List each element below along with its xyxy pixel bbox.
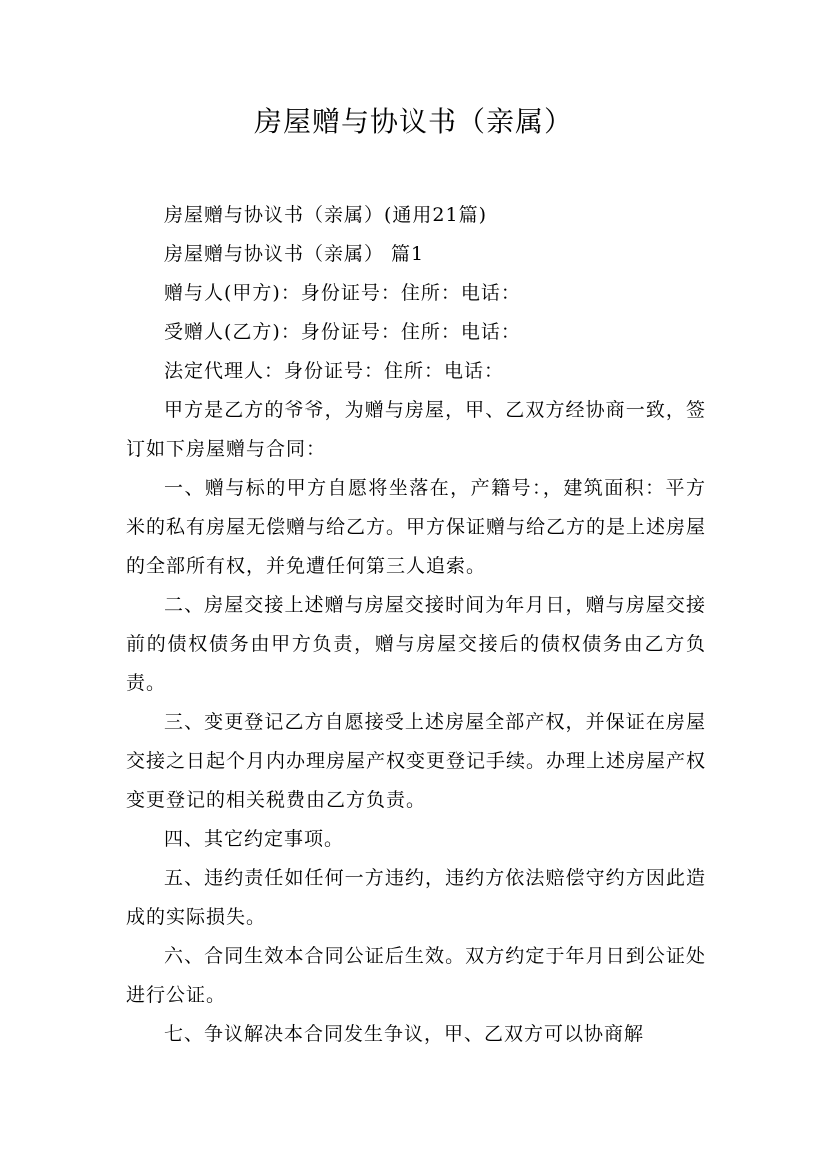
document-title: 房屋赠与协议书（亲属） (253, 105, 573, 138)
clause-6-paragraph: 六、合同生效本合同公证后生效。双方约定于年月日到公证处进行公证。 (126, 945, 706, 1006)
document-body (126, 196, 706, 1054)
clause-2-paragraph: 二、房屋交接上述赠与房屋交接时间为年月日，赠与房屋交接前的债权债务由甲方负责，赠与房屋交接后的债权债务由乙方负责。 (126, 594, 706, 694)
legal-agent-info-line: 法定代理人：身份证号：住所：电话： (164, 360, 505, 382)
clause-5-paragraph: 五、违约责任如任何一方违约，违约方依法赔偿守约方因此造成的实际损失。 (126, 867, 706, 928)
recipient-info-line: 受赠人(乙方)：身份证号：住所：电话： (164, 321, 521, 343)
preamble-paragraph: 甲方是乙方的爷爷，为赠与房屋，甲、乙双方经协商一致，签订如下房屋赠与合同： (126, 399, 706, 460)
clause-3-paragraph: 三、变更登记乙方自愿接受上述房屋全部产权，并保证在房屋交接之日起个月内办理房屋产权变更登记手续。办理上述房屋产权变更登记的相关税费由乙方负责。 (126, 711, 707, 811)
subtitle-paragraph: 房屋赠与协议书（亲属）(通用21篇) (164, 204, 488, 226)
clause-1-paragraph: 一、赠与标的甲方自愿将坐落在，产籍号：，建筑面积：平方米的私有房屋无偿赠与给乙方。甲方保证赠与给乙方的是上述房屋的全部所有权，并免遭任何第三人追索。 (126, 477, 707, 577)
section-heading: 房屋赠与协议书（亲属） 篇1 (164, 243, 425, 265)
donor-info-line: 赠与人(甲方)：身份证号：住所：电话： (164, 282, 521, 304)
clause-7-paragraph: 七、争议解决本合同发生争议，甲、乙双方可以协商解 (164, 1023, 645, 1045)
clause-4-paragraph: 四、其它约定事项。 (164, 828, 345, 850)
